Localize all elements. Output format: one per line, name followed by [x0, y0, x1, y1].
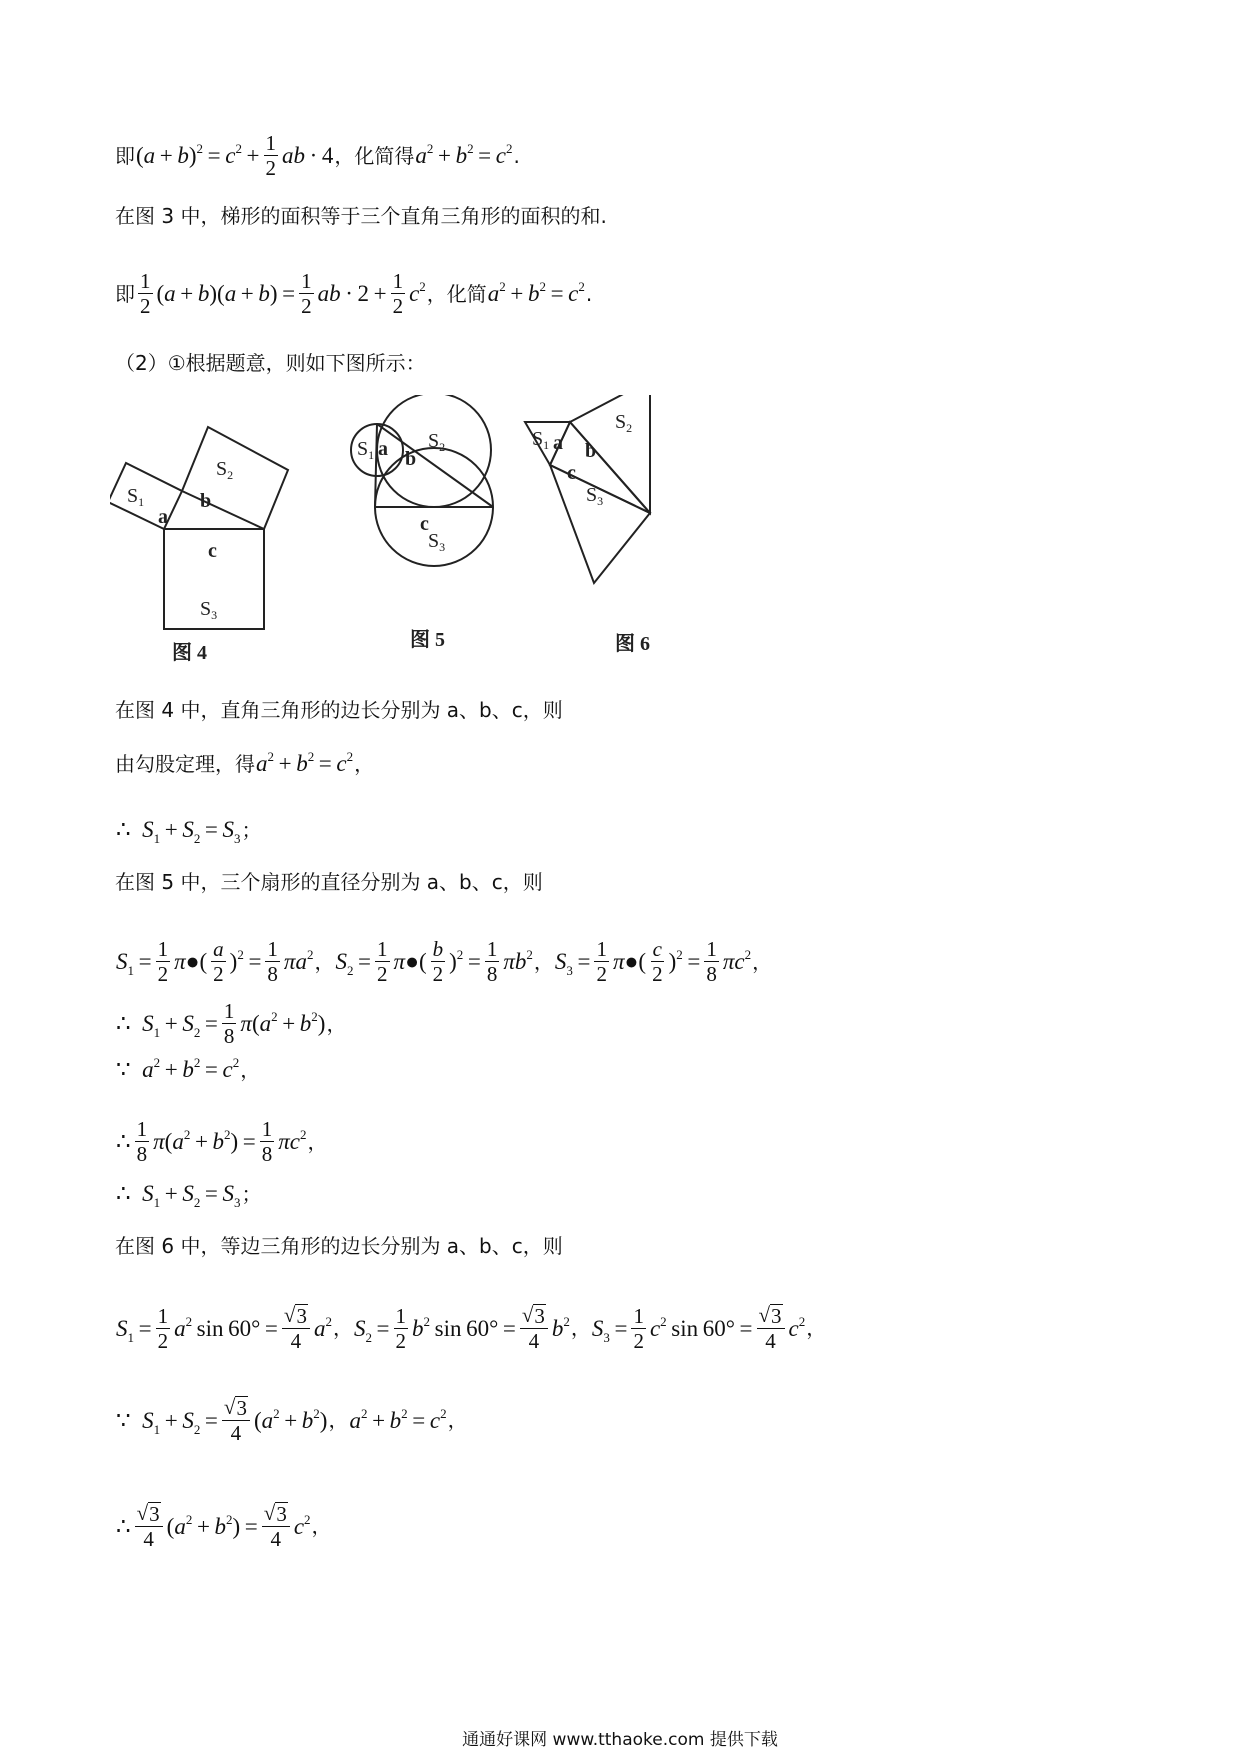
svg-text:a: a: [378, 438, 388, 460]
svg-text:S2: $S_2$: [216, 458, 234, 482]
svg-text:c: c: [420, 513, 429, 535]
svg-text:b: b: [405, 448, 417, 470]
fig4-square-a: [110, 463, 182, 529]
equation-fig5-result: ∴ $S_1 + S_2 = S_3$ ；: [116, 1181, 262, 1210]
fig6-triangle-c: [550, 465, 650, 583]
fig6-caption: 图 6: [615, 633, 650, 655]
paragraph-fig6: 在图 6 中，等边三角形的边长分别为 a、b、c，则: [115, 1234, 563, 1258]
math-expression: $a^2 + b^2 = c^2$: [415, 141, 513, 169]
footer-source: 通通好课网 www.tthaoke.com 提供下载: [462, 1730, 778, 1750]
svg-text:S1: $S_1$: [357, 438, 375, 462]
equation-fig5-areas: $S_1$ = $\frac{1}{2}$ π●( $\frac{a}{2}$ )$^2$ = $\frac{1}{8}$ $\pi a^2$ ， $S_2$ = $\frac{1}{2}$ π●( $\frac{b}{2}$ )$^2$ = $\frac{1}{8}$ $\pi b^2$ ， $S_3$ = $\frac{1}{2}$ π●( $\frac{c}{2}$ )$^2$ = $\frac{1}{8}$ $\pi c^2$ ，: [116, 937, 773, 987]
paragraph-fig4: 在图 4 中，直角三角形的边长分别为 a、b、c，则: [115, 698, 563, 722]
svg-text:S2: $S_2$: [615, 411, 633, 435]
figures-diagram: [110, 395, 710, 665]
equation-line-2: 即 $\frac{1}{2}$ (a + b)(a + b) = $\frac{1}{2}$ ab · 2 + $\frac{1}{2}$ $c^2$ ，化简 $a^2 + b^2 = c^2$ .: [115, 269, 593, 319]
svg-text:S3: $S_3$: [200, 598, 218, 622]
svg-text:S3: $S_3$: [586, 484, 604, 508]
fig6-triangle-b: [570, 395, 650, 513]
paragraph-part2: （2）①根据题意，则如下图所示：: [115, 351, 426, 375]
fig5-caption: 图 5: [410, 629, 445, 651]
equation-line-1: 即 $(a + b)^2 = c^2$ + $\frac{1}{2}$ ab · 4 ，化简得 $a^2 + b^2 = c^2$ .: [115, 131, 520, 181]
math-expression: $(a + b)^2 = c^2$ +: [136, 141, 260, 169]
svg-text:S1: $S_1$: [532, 428, 550, 452]
paragraph-fig5: 在图 5 中，三个扇形的直径分别为 a、b、c，则: [115, 870, 543, 894]
svg-text:c: c: [567, 462, 576, 484]
svg-text:a: a: [553, 432, 563, 454]
fraction: $\frac{1}{2}$: [392, 269, 404, 319]
svg-text:S2: $S_2$: [428, 430, 446, 454]
fig4-caption: 图 4: [172, 642, 207, 664]
equation-since: ∵ $a^2 + b^2 = c^2$ ，: [116, 1055, 261, 1082]
equation-fig6-areas: $S_1$ = $\frac{1}{2}$ $a^2$ sin 60° = √ 3 4 $a^2$ ， $S_2$ = $\frac{1}{2}$ $b^2$ sin 60° = √ 3 4 $b^2$ ， $S_3$ = $\frac{1}{2}$ $c^2$ sin 60° = √ 3 4 $c^2$ ，: [116, 1303, 827, 1354]
svg-text:c: c: [208, 540, 217, 562]
svg-text:S3: $S_3$: [428, 530, 446, 554]
svg-text:S1: $S_1$: [127, 485, 145, 509]
figures-row: [110, 395, 710, 670]
equation-fig5-therefore: ∴ $\frac{1}{8}$ $\pi(a^2 + b^2)$ = $\frac{1}{8}$ $\pi c^2$ ，: [116, 1117, 328, 1167]
svg-text:a: a: [158, 506, 168, 528]
fraction: $\frac{1}{2}$: [265, 131, 277, 181]
fraction: $\frac{1}{2}$: [301, 269, 312, 319]
equation-fig6-therefore: ∴ √ 3 4 $(a^2 + b^2)$ = √ 3 4 $c^2$ ，: [116, 1501, 332, 1552]
equation-fig6-sum: ∵ $S_1 + S_2$ = √ 3 4 $(a^2 + b^2)$ ， $a^2 + b^2 = c^2$ ，: [116, 1395, 468, 1446]
fraction: $\frac{1}{2}$: [140, 269, 151, 319]
svg-text:b: b: [585, 440, 597, 462]
svg-text:b: b: [200, 490, 212, 512]
paragraph-fig3: 在图 3 中，梯形的面积等于三个直角三角形的面积的和.: [115, 204, 607, 228]
equation-fig4-result: ∴ $S_1 + S_2 = S_3$ ；: [116, 817, 262, 846]
equation-fig5-sum: ∴ $S_1 + S_2$ = $\frac{1}{8}$ $\pi(a^2 + b^2)$ ，: [116, 999, 347, 1049]
equation-pythagoras: 由勾股定理，得 $a^2 + b^2 = c^2$ ，: [115, 749, 375, 776]
fig4-square-b: [182, 427, 288, 529]
